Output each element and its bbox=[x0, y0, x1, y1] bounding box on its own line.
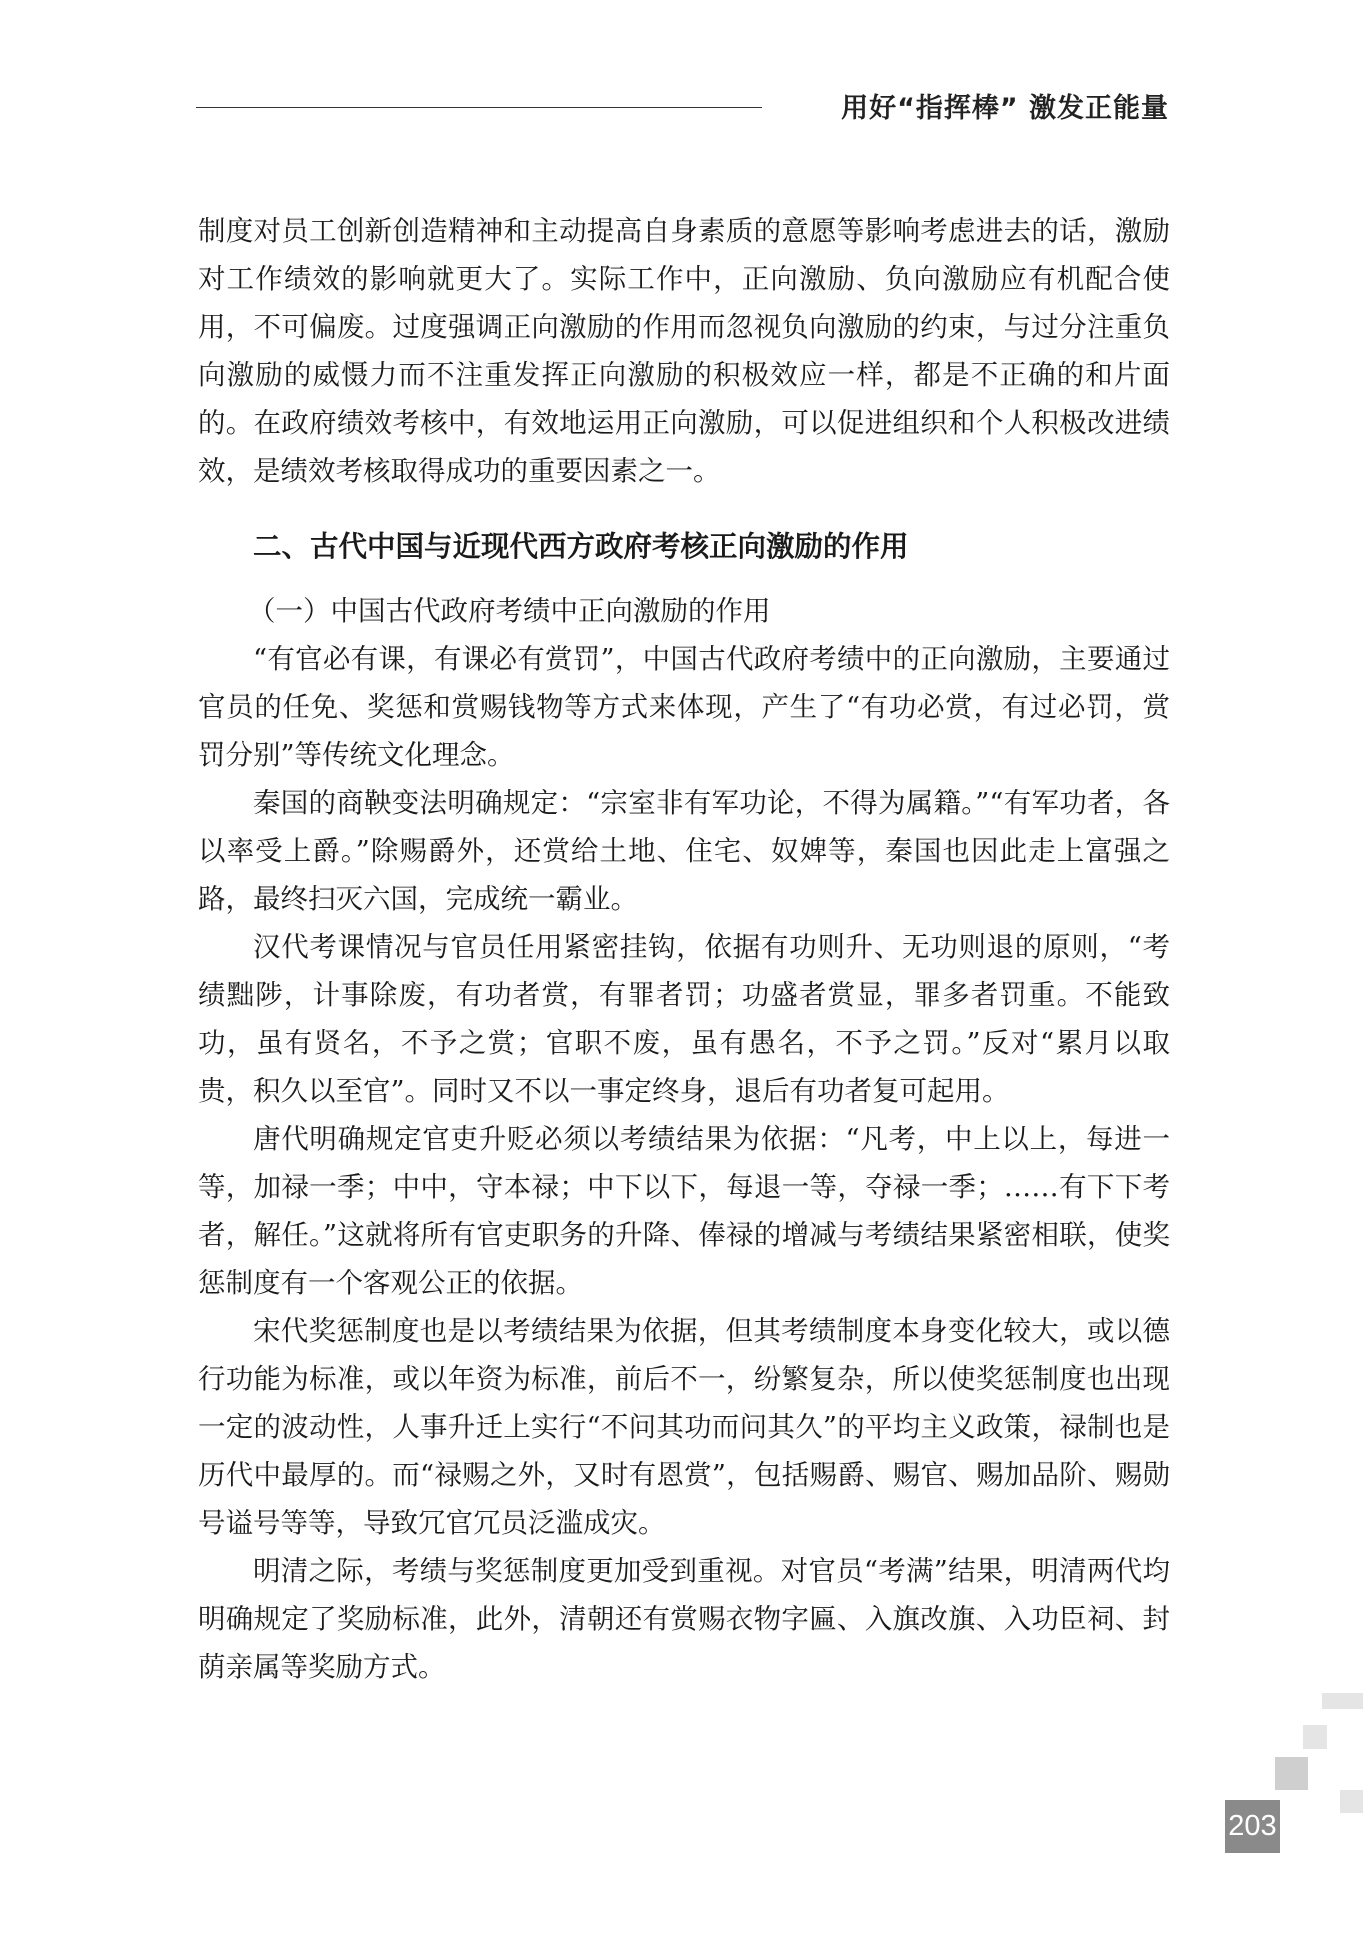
decorative-square bbox=[1322, 1693, 1363, 1709]
section-heading: 二、古代中国与近现代西方政府考核正向激励的作用 bbox=[253, 530, 909, 563]
sub-heading: （一）中国古代政府考绩中正向激励的作用 bbox=[248, 595, 771, 627]
paragraph-ming-qing: 明清之际，考绩与奖惩制度更加受到重视。对官员“考满”结果，明清两代均明确规定了奖励标准，此外，清朝还有赏赐衣物字匾、入旗改旗、入功臣祠、封荫亲属等奖励方式。 bbox=[198, 1555, 1170, 1683]
header-rule bbox=[196, 107, 762, 108]
decorative-square bbox=[1275, 1757, 1308, 1790]
paragraph-han: 汉代考课情况与官员任用紧密挂钩，依据有功则升、无功则退的原则，“考绩黜陟，计事除废，有功者赏，有罪者罚；功盛者赏显，罪多者罚重。不能致功，虽有贤名，不予之赏；官职不废，虽有愚名，不予之罚。”反对“累月以取贵，积久以至官”。同时又不以一事定终身，退后有功者复可起用。 bbox=[198, 931, 1170, 1107]
running-header-title: 用好“指挥棒” 激发正能量 bbox=[841, 93, 1169, 124]
decorative-square bbox=[1340, 1790, 1363, 1813]
decorative-square bbox=[1303, 1725, 1327, 1749]
page-number: 203 bbox=[1225, 1800, 1280, 1853]
paragraph-tang: 唐代明确规定官吏升贬必须以考绩结果为依据：“凡考，中上以上，每进一等，加禄一季；中中，守本禄；中下以下，每退一等，夺禄一季；……有下下考者，解任。”这就将所有官吏职务的升降、俸禄的增减与考绩结果紧密相联，使奖惩制度有一个客观公正的依据。 bbox=[198, 1123, 1170, 1299]
paragraph-qin: 秦国的商鞅变法明确规定：“宗室非有军功论，不得为属籍。”“有军功者，各以率受上爵。”除赐爵外，还赏给土地、住宅、奴婢等，秦国也因此走上富强之路，最终扫灭六国，完成统一霸业。 bbox=[198, 787, 1170, 915]
paragraph-official-rewards: “有官必有课，有课必有赏罚”，中国古代政府考绩中的正向激励，主要通过官员的任免、奖惩和赏赐钱物等方式来体现，产生了“有功必赏，有过必罚，赏罚分别”等传统文化理念。 bbox=[198, 643, 1170, 771]
intro-paragraph: 制度对员工创新创造精神和主动提高自身素质的意愿等影响考虑进去的话，激励对工作绩效的影响就更大了。实际工作中，正向激励、负向激励应有机配合使用，不可偏废。过度强调正向激励的作用而忽视负向激励的约束，与过分注重负向激励的威慑力而不注重发挥正向激励的积极效应一样，都是不正确的和片面的。在政府绩效考核中，有效地运用正向激励，可以促进组织和个人积极改进绩效，是绩效考核取得成功的重要因素之一。 bbox=[198, 215, 1170, 487]
page-content bbox=[198, 207, 1170, 1691]
paragraph-song: 宋代奖惩制度也是以考绩结果为依据，但其考绩制度本身变化较大，或以德行功能为标准，或以年资为标准，前后不一，纷繁复杂，所以使奖惩制度也出现一定的波动性，人事升迁上实行“不问其功而问其久”的平均主义政策，禄制也是历代中最厚的。而“禄赐之外，又时有恩赏”，包括赐爵、赐官、赐加品阶、赐勋号谥号等等，导致冗官冗员泛滥成灾。 bbox=[198, 1315, 1170, 1539]
